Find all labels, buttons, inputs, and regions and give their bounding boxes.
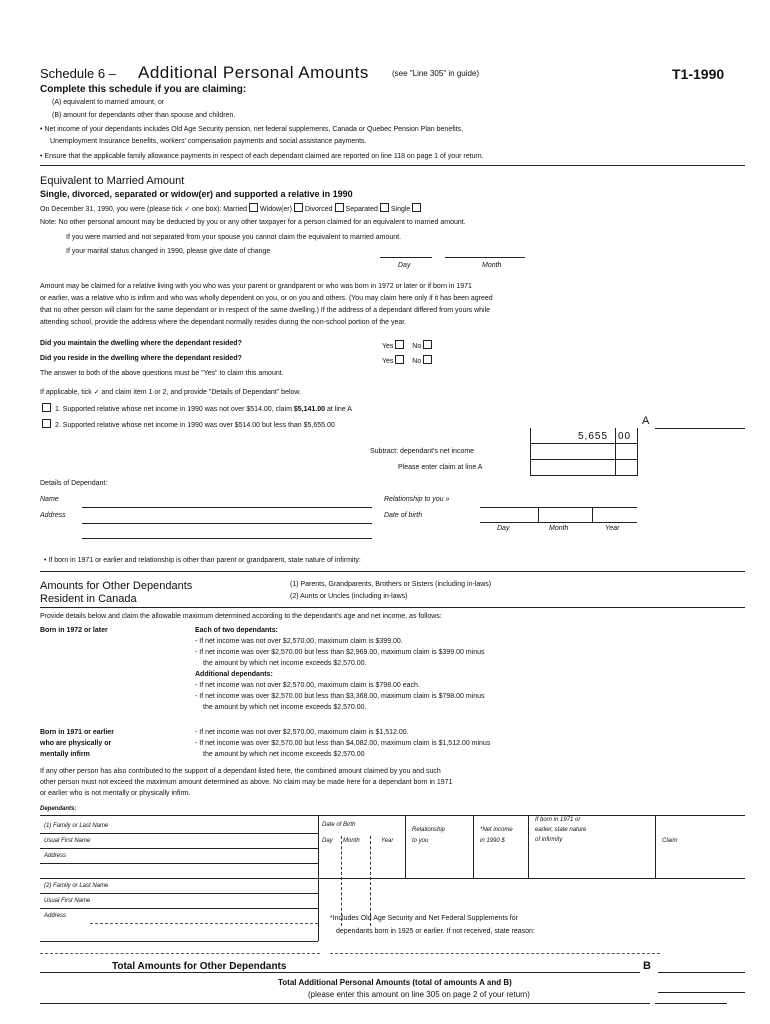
e1: - If net income was not over $2,570.00, maximum claim is $399.00. — [195, 638, 403, 645]
dash-line — [40, 953, 320, 954]
foot-l1: *Includes Old Age Security and Net Federal Supplements for — [330, 915, 518, 922]
q1: Did you maintain the dwelling where the dependant resided? — [40, 340, 242, 347]
contrib-l1: If any other person has also contributed to the support of a dependant listed here, the combined amount claimed by you and such — [40, 768, 441, 775]
bullet1-l1: • Net income of your dependants includes Old Age Security pension, net federal supplements, Canada or Quebec Pension Plan benefits, — [40, 126, 464, 133]
amount-dollars: 5,655 — [578, 431, 609, 442]
divider — [40, 607, 745, 608]
each-two: Each of two dependants: — [195, 627, 278, 634]
born71-l2: who are physically or — [40, 740, 112, 747]
b3: the amount by which net income exceeds $2,570.00 — [203, 751, 365, 758]
form-id: T1-1990 — [672, 66, 725, 82]
no-label: No — [412, 358, 422, 365]
day-label: Day — [398, 262, 411, 269]
line-b-field[interactable] — [658, 972, 745, 973]
cat1: (1) Parents, Grandparents, Brothers or Sisters (including in-laws) — [290, 581, 492, 588]
month-label: Month — [482, 262, 502, 269]
item2 — [40, 419, 335, 430]
q2: Did you reside in the dwelling where the dependant resided? — [40, 355, 242, 362]
details-heading: Details of Dependant: — [40, 480, 108, 487]
col2-family: (2) Family or Last Name — [44, 883, 109, 889]
col2-address: Address — [44, 913, 67, 919]
col-net2: in 1990 $ — [480, 838, 505, 844]
footer-line-r — [655, 1003, 727, 1004]
col-rel2: to you — [412, 838, 429, 844]
date-change-month-line[interactable] — [445, 257, 525, 258]
equiv-heading: Equivalent to Married Amount — [40, 175, 185, 187]
line-a-field[interactable] — [655, 428, 745, 429]
row-line[interactable] — [40, 878, 745, 879]
row-line[interactable] — [40, 863, 318, 864]
dob-div1 — [538, 508, 539, 522]
amount-box-right — [637, 428, 638, 476]
total-add-label: Total Additional Personal Amounts (total of amounts A and B) — [278, 978, 512, 987]
relationship-label: Relationship to you » — [384, 496, 450, 503]
schedule-title: Additional Personal Amounts — [138, 63, 369, 82]
yes-label: Yes — [382, 343, 394, 350]
married-checkbox[interactable] — [249, 203, 258, 212]
line-b-label: B — [643, 960, 651, 972]
col-day: Day — [322, 838, 333, 844]
footer-line — [40, 1003, 650, 1004]
col-born3: of infirmity — [535, 837, 563, 843]
q1-yes-checkbox[interactable] — [395, 340, 404, 349]
applicable-note: If applicable, tick ✓ and claim item 1 or 2, and provide "Details of Dependant" below. — [40, 389, 302, 396]
col-dob: Date of Birth — [322, 822, 356, 828]
foot-l2: dependants born in 1925 or earlier. If not received, state reason: — [336, 928, 535, 935]
col-sep — [405, 815, 406, 878]
note: Note: No other personal amount may be deducted by you or any other taxpayer for a person claimed for an equivalent to married amount. — [40, 219, 466, 226]
a1: - If net income was not over $2,570.00, maximum claim is $798.00 each. — [195, 682, 420, 689]
total-other-label: Total Amounts for Other Dependants — [112, 961, 287, 972]
dob-year: Year — [605, 525, 620, 532]
col-born1: If born in 1971 or — [535, 817, 581, 823]
see-line-note: (see "Line 305" in guide) — [392, 69, 480, 78]
para-l2: or earlier, was a relative who is infirm and who was wholly dependent on you, or on you and others. (You may claim here only if it has been agreed — [40, 295, 493, 302]
a3: the amount by which net income exceeds $2,570.00. — [203, 704, 367, 711]
dob-col-sep — [341, 836, 342, 926]
note2: If you were married and not separated from your spouse you cannot claim the equivalent to married amount. — [66, 234, 402, 241]
dob-month: Month — [549, 525, 569, 532]
enter-a-label: Please enter claim at line A — [398, 464, 483, 471]
table-top — [40, 815, 745, 816]
total-enter: (please enter this amount on line 305 on page 2 of your return) — [308, 990, 530, 999]
row-line[interactable] — [40, 848, 318, 849]
item1 — [40, 403, 352, 414]
row-line[interactable] — [40, 833, 318, 834]
born72-label: Born in 1972 or later — [40, 627, 108, 634]
separated-checkbox[interactable] — [380, 203, 389, 212]
line-a-label: A — [642, 415, 650, 427]
infirm-field[interactable] — [40, 571, 745, 572]
col-sep — [528, 815, 529, 878]
born71-l1: Born in 1971 or earlier — [40, 729, 114, 736]
para-l3: that no other person will claim for the same dependant or in respect of the same dwelling.) If the address of a dependant differed from yours while — [40, 307, 491, 314]
address-field-1[interactable] — [82, 523, 372, 524]
q2-no-checkbox[interactable] — [423, 355, 432, 364]
row-line[interactable] — [40, 893, 318, 894]
address-label: Address — [40, 512, 66, 519]
dec31-label: On December 31, 1990, you were (please tick ✓ one box): Married — [40, 206, 248, 213]
widow-checkbox[interactable] — [294, 203, 303, 212]
col2-usual: Usual First Name — [44, 898, 91, 904]
item1-amount: $5,141.00 — [293, 406, 326, 413]
amount-box-left — [530, 428, 531, 476]
total-other-line — [40, 972, 330, 973]
dob-day: Day — [497, 525, 510, 532]
col-rel1: Relationship — [412, 827, 446, 833]
col-year: Year — [381, 838, 394, 844]
dob-label: Date of birth — [384, 512, 423, 519]
cat2: (2) Aunts or Uncles (including in-laws) — [290, 593, 408, 600]
dob-col-sep — [370, 836, 371, 926]
bullet2: • Ensure that the applicable family allowance payments in respect of each dependant claimed are reported on line 118 on page 1 of your return. — [40, 153, 484, 160]
other-heading-l2: Resident in Canada — [40, 593, 137, 605]
provide-note: Provide details below and claim the allowable maximum determined according to the dependant's age and net income, as follows: — [40, 613, 442, 620]
col-sep — [655, 815, 656, 878]
equiv-sub: Single, divorced, separated or widow(er) and supported a relative in 1990 — [40, 189, 353, 199]
single-checkbox[interactable] — [412, 203, 421, 212]
e3: the amount by which net income exceeds $2,570.00. — [203, 660, 367, 667]
single-label: Single — [390, 206, 411, 213]
complete-heading: Complete this schedule if you are claiming: — [40, 84, 247, 95]
name-field[interactable] — [82, 507, 372, 508]
col-claim: Claim — [662, 838, 678, 844]
dash-line — [330, 953, 660, 954]
divider — [40, 165, 745, 166]
cents-divider — [615, 428, 616, 476]
b2: - If net income was over $2,570.00 but less than $4,082.00, maximum claim is $1,512.00 minus — [195, 740, 491, 747]
item1-text: 1. Supported relative whose net income in 1990 was not over $514.00, claim — [54, 406, 292, 413]
item1-end: at line A — [327, 406, 352, 413]
q1-answers — [382, 340, 434, 351]
born71-l3: mentally infirm — [40, 751, 90, 758]
total-other-line2 — [330, 972, 640, 973]
a2: - If net income was over $2,570.00 but less than $3,368.00, maximum claim is $798.00 minus — [195, 693, 485, 700]
col-month: Month — [343, 838, 360, 844]
col-sep — [318, 815, 319, 941]
subtract-label: Subtract: dependant's net income — [370, 448, 475, 455]
contrib-l2: other person must not exceed the maximum amount determined as above. No claim may be made here for a dependant born in 1971 — [40, 779, 453, 786]
col-born2: earlier, state nature — [535, 827, 587, 833]
q2-yes-checkbox[interactable] — [395, 355, 404, 364]
para-l1: Amount may be claimed for a relative living with you who was your parent or grandparent or who was born in 1972 or later or if born in 1971 — [40, 283, 472, 290]
note3: If your marital status changed in 1990, please give date of change — [66, 248, 271, 255]
col-usual: Usual First Name — [44, 838, 91, 844]
amount-cents: 00 — [618, 431, 632, 442]
no-label: No — [412, 343, 422, 350]
amount-row2[interactable] — [530, 459, 637, 460]
separated-label: Separated — [345, 206, 378, 213]
relationship-text: Relationship to you — [384, 496, 444, 503]
q1-no-checkbox[interactable] — [423, 340, 432, 349]
intro-a: (A) equivalent to married amount, or — [52, 99, 165, 106]
infirm-note: • If born in 1971 or earlier and relationship is other than parent or grandparent, state nature of infirmity: — [44, 557, 361, 564]
bullet1-l2: Unemployment Insurance benefits, workers' compensation payments and social assistance payments. — [50, 138, 367, 145]
table-bottom-left — [40, 941, 318, 942]
amount-row1 — [530, 443, 637, 444]
item1-checkbox[interactable] — [42, 403, 51, 412]
total-add-field[interactable] — [658, 992, 745, 993]
additional: Additional dependants: — [195, 671, 273, 678]
address-field-2[interactable] — [82, 538, 372, 539]
name-label: Name — [40, 496, 59, 503]
item2-checkbox[interactable] — [42, 419, 51, 428]
divorced-label: Divorced — [304, 206, 333, 213]
amount-row3[interactable] — [530, 475, 637, 476]
dependants-label: Dependants: — [40, 806, 77, 812]
row-line[interactable] — [40, 908, 318, 909]
e2: - If net income was over $2,570.00 but less than $2,969.00, maximum claim is $399.00 minus — [195, 649, 485, 656]
date-change-day-line[interactable] — [380, 257, 432, 258]
para-l4: attending school, provide the address where the dependant normally resides during the non-school portion of the year. — [40, 319, 407, 326]
col-family: (1) Family or Last Name — [44, 823, 109, 829]
dob-field[interactable] — [480, 522, 637, 523]
col-sep — [473, 815, 474, 878]
col-address: Address — [44, 853, 67, 859]
relationship-field[interactable] — [480, 507, 637, 508]
contrib-l3: or earlier who is not mentally or physically infirm. — [40, 790, 191, 797]
other-heading-l1: Amounts for Other Dependants — [40, 580, 193, 592]
dec31-line — [40, 203, 423, 214]
address-dash[interactable] — [90, 923, 318, 924]
widow-label: Widow(er) — [260, 206, 292, 213]
b1: - If net income was not over $2,570.00, maximum claim is $1,512.00. — [195, 729, 409, 736]
intro-b: (B) amount for dependants other than spouse and children. — [52, 112, 236, 119]
yes-label: Yes — [382, 358, 394, 365]
q2-answers — [382, 355, 434, 366]
item2-text: 2. Supported relative whose net income in 1990 was over $514.00 but less than $5,655.00 — [54, 422, 335, 429]
divorced-checkbox[interactable] — [335, 203, 344, 212]
col-net1: *Net income — [480, 827, 513, 833]
answer-note: The answer to both of the above questions must be "Yes" to claim this amount. — [40, 370, 284, 377]
schedule-label: Schedule 6 – — [40, 66, 116, 81]
dob-div2 — [592, 508, 593, 522]
